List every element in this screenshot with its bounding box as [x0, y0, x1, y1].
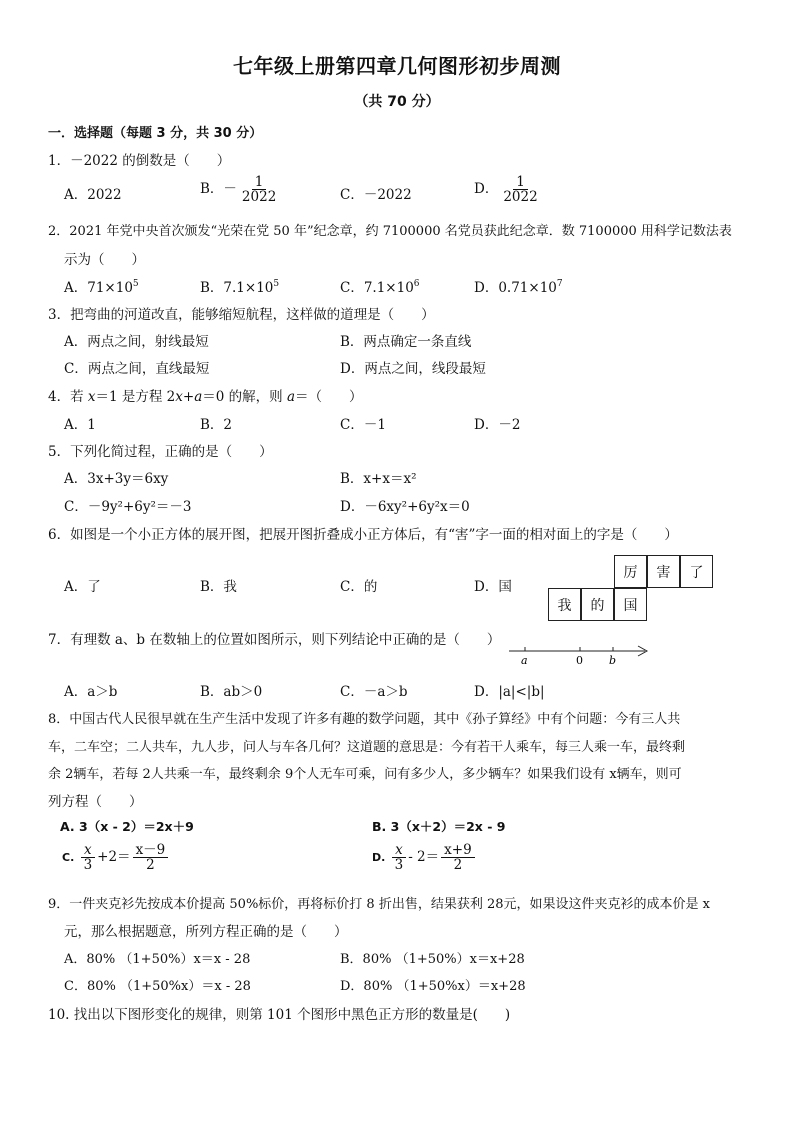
q4-variable-x: x	[175, 389, 183, 405]
q4-stem-part: ＝（ ）	[295, 389, 363, 405]
q8-option-b: B. 3（x＋2）＝2x - 9	[372, 819, 506, 834]
fraction-numerator: x－9	[133, 843, 169, 858]
q4-variable-a: a	[194, 389, 203, 405]
fraction-denominator: 2022	[241, 189, 277, 206]
question-8-line2: 车，二车空；二人共车，九人步，问人与车各几何？这道题的意思是：今有若干人乘车，每三人乘一车，最终剩	[48, 740, 686, 755]
net-cell-bottom-2: 的	[581, 588, 614, 621]
q2-option-b	[200, 276, 279, 296]
question-10-stem: 10. 找出以下图形变化的规律，则第 101 个图形中黑色正方形的数量是( )	[48, 1007, 511, 1023]
question-7-stem: 7．有理数 a、b 在数轴上的位置如图所示，则下列结论中正确的是（ ）	[48, 632, 501, 648]
q4-variable-a: a	[286, 389, 296, 405]
q6-option-b: B．我	[200, 579, 237, 595]
q7-option-b: B．ab＞0	[200, 684, 263, 700]
q9-option-d: D．80% （1+50%x）＝x+28	[340, 979, 526, 994]
q7-option-a: A．a＞b	[64, 684, 118, 700]
q8-option-c-fraction-2	[133, 843, 169, 872]
q1-option-b-fraction	[239, 175, 279, 204]
net-cell-top-1: 厉	[614, 555, 647, 588]
q6-option-d: D．国	[474, 579, 512, 595]
q6-option-a: A．了	[64, 579, 101, 595]
q1-option-d-prefix: D．	[474, 181, 499, 198]
q8-option-d-fraction-2	[441, 843, 475, 872]
axis-label-b: b	[609, 654, 617, 667]
fraction-denominator: 2	[146, 857, 155, 874]
q9-option-b: B．80% （1+50%）x＝x+28	[340, 952, 525, 967]
number-line-diagram	[505, 640, 655, 668]
q2-option-c-base: C．7.1×10	[340, 280, 414, 296]
fraction-numerator: 1	[252, 175, 267, 190]
q5-option-a: A．3x+3y＝6xy	[64, 471, 169, 487]
q4-stem-part: ＝1 是方程 2	[95, 389, 176, 405]
fraction-numerator: x	[81, 843, 95, 858]
q8-option-c-fraction-1	[81, 843, 96, 872]
q8-option-d-operator: - 2＝	[408, 849, 440, 866]
net-cell-top-3: 了	[680, 555, 713, 588]
q4-option-c: C．－1	[340, 417, 386, 433]
q2-option-c-exponent: 6	[413, 279, 420, 289]
q8-option-d-label: D.	[372, 851, 386, 865]
fraction-numerator: 1	[513, 175, 528, 190]
q2-option-a-exponent: 5	[132, 279, 139, 289]
q1-option-c: C．－2022	[340, 187, 412, 203]
q9-option-a: A．80% （1+50%）x＝x - 28	[64, 952, 251, 967]
fraction-numerator: x	[392, 843, 406, 858]
question-6-stem: 6．如图是一个小正方体的展开图，把展开图折叠成小正方体后，有“害”字一面的相对面上的字是（ ）	[48, 527, 678, 543]
q5-option-d: D．－6xy²+6y²x＝0	[340, 499, 470, 515]
question-1-stem: 1．－2022 的倒数是（ ）	[48, 153, 231, 169]
q3-option-c: C．两点之间，直线最短	[64, 361, 210, 377]
question-5-stem: 5．下列化简过程，正确的是（ ）	[48, 444, 273, 460]
q4-option-b: B．2	[200, 417, 233, 433]
page-title: 七年级上册第四章几何图形初步周测	[233, 54, 561, 78]
question-2-stem-line1: 2．2021 年党中央首次颁发“光荣在党 50 年”纪念章，约 7100000 名党员获此纪念章．数 7100000 用科学记数法表	[48, 224, 732, 239]
q1-option-a: A．2022	[64, 187, 122, 203]
q2-option-a-base: A．71×10	[64, 280, 133, 296]
page-subtitle: （共 70 分）	[354, 94, 440, 110]
q2-option-d	[474, 276, 563, 296]
q6-option-c: C．的	[340, 579, 378, 595]
q8-option-d-fraction-1	[392, 843, 407, 872]
section-heading: 一．选择题（每题 3 分，共 30 分）	[48, 126, 263, 141]
q3-option-b: B．两点确定一条直线	[340, 334, 472, 350]
fraction-numerator: x+9	[441, 843, 475, 858]
question-8-line4: 列方程（ ）	[48, 794, 143, 810]
q5-option-b: B．x+x＝x²	[340, 471, 417, 487]
q5-option-c: C．－9y²+6y²＝－3	[64, 499, 192, 515]
q1-option-d	[474, 175, 543, 204]
q8-option-c	[62, 843, 170, 872]
q2-option-b-base: B．7.1×10	[200, 280, 274, 296]
q4-stem-part: +	[182, 389, 195, 405]
q1-option-d-fraction	[500, 175, 540, 204]
q4-option-d: D．－2	[474, 417, 521, 433]
fraction-denominator: 2	[453, 857, 463, 874]
q8-option-a: A. 3（x - 2）＝2x＋9	[60, 819, 194, 834]
q7-option-d: D．|a|<|b|	[474, 684, 545, 700]
q3-option-a: A．两点之间，射线最短	[64, 334, 209, 350]
q8-option-d	[372, 843, 477, 872]
fraction-denominator: 2022	[503, 189, 538, 206]
question-8-line3: 余 2辆车，若每 2人共乘一车，最终剩余 9个人无车可乘，问有多少人，多少辆车？如果我们设有 x辆车，则可	[48, 767, 682, 782]
net-cell-bottom-3: 国	[614, 588, 647, 621]
q4-stem-part: 4．若	[48, 389, 88, 405]
fraction-denominator: 3	[83, 857, 93, 874]
q7-option-c: C．－a＞b	[340, 684, 408, 700]
q3-option-d: D．两点之间，线段最短	[340, 361, 486, 377]
axis-label-zero: 0	[576, 654, 583, 667]
q1-option-b	[200, 175, 281, 204]
q2-option-d-base: D．0.71×10	[474, 280, 557, 296]
net-cell-top-2: 害	[647, 555, 680, 588]
q2-option-b-exponent: 5	[273, 279, 280, 289]
q2-option-a	[64, 276, 139, 296]
question-8-line1: 8．中国古代人民很早就在生产生活中发现了许多有趣的数学问题，其中《孙子算经》中有个问题：今有三人共	[48, 712, 681, 727]
question-3-stem: 3．把弯曲的河道改直，能够缩短航程，这样做的道理是（ ）	[48, 307, 435, 323]
question-9-line1: 9．一件夹克衫先按成本价提高 50%标价，再将标价打 8 折出售，结果获利 28元，如果设这件夹克衫的成本价是 x	[48, 897, 710, 912]
net-cell-bottom-1: 我	[548, 588, 581, 621]
q1-option-b-prefix: B．－	[200, 181, 237, 198]
q4-stem-part: ＝0 的解，则	[202, 389, 287, 405]
question-4-stem	[48, 385, 363, 405]
q2-option-d-exponent: 7	[556, 279, 563, 289]
q2-option-c	[340, 276, 420, 296]
question-2-stem-line2: 示为（ ）	[64, 252, 145, 268]
q8-option-c-label: C.	[62, 851, 75, 865]
q4-option-a: A．1	[64, 417, 96, 433]
question-9-line2: 元，那么根据题意，所列方程正确的是（ ）	[64, 924, 348, 940]
q9-option-c: C．80% （1+50%x）＝x - 28	[64, 979, 251, 994]
q8-option-c-operator: +2＝	[97, 849, 131, 866]
axis-label-a: a	[521, 654, 528, 667]
q4-variable-x: x	[87, 389, 96, 405]
fraction-denominator: 3	[394, 857, 404, 874]
